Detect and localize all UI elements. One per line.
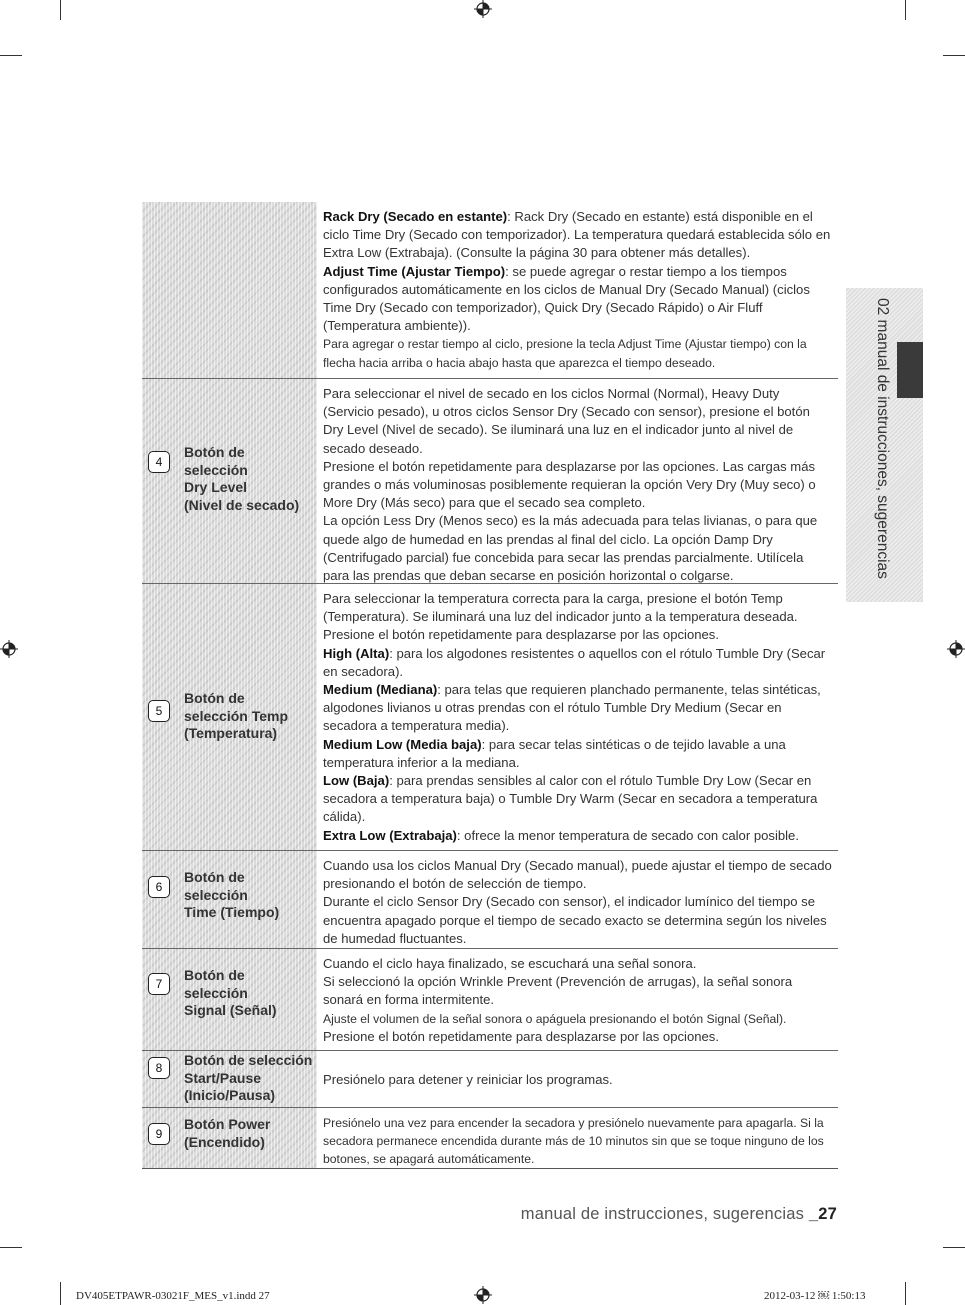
- control-label-line: Botón de selección: [184, 1052, 313, 1068]
- control-label-line: selección Temp: [184, 707, 289, 724]
- control-label-line: Botón de: [184, 444, 245, 460]
- table-row: [142, 202, 838, 378]
- description-paragraph: [323, 263, 832, 336]
- description-paragraph: [323, 458, 832, 513]
- description-cell: [317, 584, 838, 850]
- description-paragraph: [323, 1010, 832, 1028]
- description-paragraph: [323, 827, 832, 845]
- description-cell: [317, 1108, 838, 1168]
- description-text: Presione el botón repetidamente para desplazarse por las opciones.: [323, 1028, 719, 1044]
- control-label-line: (Temperatura): [184, 725, 278, 741]
- description-text: Para seleccionar el nivel de secado en los ciclos Normal (Normal), Heavy Duty (Servicio pesado), u otros ciclos Sensor Dry (Secado con sensor), presione el botón Dry Level (Nivel de secado). Se iluminará una luz en el indicador junto al nivel de secado deseado.: [323, 386, 810, 456]
- control-label-line: Start/Pause: [184, 1069, 262, 1086]
- registration-mark-icon: [474, 1286, 492, 1304]
- crop-mark: [0, 55, 22, 56]
- control-label-line: Botón Power: [184, 1116, 271, 1132]
- description-text: Presione el botón repetidamente para desplazarse por las opciones. Las cargas más grandes o más voluminosas posiblemente requieran la opción Very Dry (Muy seco) o More Dry (Más seco) para que el secado sea completo.: [323, 458, 816, 511]
- chapter-title: 02 manual de instrucciones, sugerencias: [874, 298, 891, 579]
- crop-mark: [905, 0, 906, 20]
- control-label-line: Botón de: [184, 967, 245, 983]
- option-name: Medium (Mediana): [323, 682, 438, 698]
- control-label-line: Signal (Señal): [184, 1002, 277, 1018]
- registration-mark-icon: [0, 640, 18, 658]
- description-paragraph: [323, 335, 832, 371]
- control-label-line: Botón de: [184, 869, 245, 885]
- control-name-cell: [142, 1108, 317, 1168]
- description-text: Cuando usa los ciclos Manual Dry (Secado manual), puede ajustar el tiempo de secado presionando el botón de selección de tiempo.: [323, 858, 832, 892]
- description-cell: [317, 379, 838, 583]
- crop-mark: [60, 0, 61, 20]
- description-text: Para seleccionar la temperatura correcta para la carga, presione el botón Temp (Temperatura). Se iluminará una luz del indicador junto a la temperatura deseada. Presione el botón repetidamente para desplazarse por las opciones.: [323, 591, 798, 643]
- table-row: [142, 1050, 838, 1107]
- registration-mark-icon: [947, 640, 965, 658]
- control-label-line: Dry Level: [184, 479, 248, 495]
- control-label-line: (Encendido): [184, 1133, 265, 1150]
- slug-file: DV405ETPAWR-03021F_MES_v1.indd 27: [76, 1290, 270, 1302]
- control-label-line: selección: [184, 461, 248, 478]
- description-text: Ajuste el volumen de la señal sonora o apáguela presionando el botón Signal (Señal).: [323, 1011, 787, 1026]
- description-text: : Rack Dry (Secado en estante) está disponible en el ciclo Time Dry (Secado con temporizador). La temperatura quedará establecida sólo en Extra Low (Extrabaja). (Consulte la página 30 para obtener más detalles).: [323, 209, 831, 261]
- description-paragraph: [323, 1114, 832, 1169]
- callout-number: 9: [148, 1123, 170, 1145]
- description-text: Para agregar o restar tiempo al ciclo, presione la tecla Adjust Time (Ajustar tiempo) con la flecha hacia arriba o hacia abajo hasta que aparezca el tiempo deseado.: [323, 337, 807, 370]
- crop-mark: [60, 1282, 61, 1305]
- table-row: [142, 378, 838, 583]
- description-text: Presiónelo una vez para encender la secadora y presiónelo nuevamente para apagarla. Si la secadora permanece encendida durante más de 10 minutos sin que se toque ninguno de los botones, se apagará automáticamente.: [323, 1116, 824, 1167]
- control-name-cell: [142, 584, 317, 850]
- chapter-marker: [897, 342, 923, 398]
- description-paragraph: [323, 893, 832, 948]
- description-text: Presiónelo para detener y reiniciar los programas.: [323, 1071, 613, 1087]
- control-label: [184, 444, 313, 514]
- control-label-line: Time (Tiempo): [184, 904, 280, 920]
- table-row: [142, 850, 838, 948]
- description-paragraph: [323, 385, 832, 458]
- description-text: : para prendas sensibles al calor con el rótulo Tumble Dry Low (Secar en secadora a temperatura baja) o Tumble Dry Warm (Secar en secadora a temperatura cálida).: [323, 773, 818, 825]
- description-text: Si seleccionó la opción Wrinkle Prevent (Prevención de arrugas), la señal sonora sonará en forma intermitente.: [323, 974, 793, 1008]
- control-name-cell: [142, 202, 317, 378]
- description-text: : para los algodones resistentes o aquellos con el rótulo Tumble Dry (Secar en secadora).: [323, 645, 826, 679]
- footer-text: manual de instrucciones, sugerencias: [520, 1205, 809, 1223]
- control-label: [184, 869, 313, 922]
- control-name-cell: [142, 1051, 317, 1107]
- description-paragraph: [323, 1028, 832, 1046]
- page-footer: [521, 1205, 837, 1224]
- description-paragraph: [323, 1071, 613, 1089]
- crop-mark: [943, 1247, 965, 1248]
- crop-mark: [905, 1282, 906, 1305]
- description-cell: [317, 202, 838, 378]
- slug-date: 2012-03-12 ￼ 1:50:13: [764, 1290, 866, 1302]
- control-label: [184, 1116, 313, 1151]
- crop-mark: [0, 1247, 22, 1248]
- callout-number: 5: [148, 700, 170, 722]
- option-name: Adjust Time (Ajustar Tiempo): [323, 263, 506, 279]
- description-paragraph: [323, 857, 832, 893]
- description-cell: [317, 851, 838, 948]
- description-paragraph: [323, 590, 832, 645]
- table-row: [142, 583, 838, 850]
- option-name: High (Alta): [323, 645, 390, 661]
- chapter-side-tab: [846, 288, 923, 602]
- description-text: : se puede agregar o restar tiempo a los tiempos configurados automáticamente en los ciclos de Manual Dry (Secado Manual) (ciclos Time Dry (Secado con temporizador), Quick Dry (Secado Rápido) o Air Fluff (Temperatura ambiente)).: [323, 263, 810, 334]
- crop-mark: [943, 55, 965, 56]
- callout-number: 6: [148, 876, 170, 898]
- description-paragraph: [323, 512, 832, 585]
- description-paragraph: [323, 208, 832, 263]
- option-name: Low (Baja): [323, 773, 390, 789]
- description-cell: [317, 949, 838, 1050]
- control-panel-table: [142, 202, 838, 1169]
- callout-number: 7: [148, 973, 170, 995]
- description-paragraph: [323, 772, 832, 827]
- option-name: Medium Low (Media baja): [323, 736, 482, 752]
- description-text: : ofrece la menor temperatura de secado con calor posible.: [456, 827, 799, 843]
- control-name-cell: [142, 379, 317, 583]
- description-text: Durante el ciclo Sensor Dry (Secado con sensor), el indicador lumínico del tiempo se encuentra apagado porque el tiempo de secado exacto se determina según los niveles de humedad fluctuantes.: [323, 894, 827, 946]
- control-label-line: selección: [184, 886, 248, 903]
- page-number: _27: [808, 1205, 837, 1223]
- callout-number: 8: [148, 1057, 170, 1079]
- control-label: [184, 690, 313, 743]
- option-name: Extra Low (Extrabaja): [323, 827, 457, 843]
- control-name-cell: [142, 851, 317, 948]
- description-paragraph: [323, 736, 832, 772]
- table-row: [142, 948, 838, 1050]
- control-label-line: (Nivel de secado): [184, 496, 300, 513]
- description-paragraph: [323, 955, 832, 973]
- description-text: La opción Less Dry (Menos seco) es la más adecuada para telas livianas, o para que quede algo de humedad en las prendas al final del ciclo. La opción Damp Dry (Centrifugado parcial) fue concebida para secar las prendas parcialmente. Utilícela para las prendas que deban secarse en posición horizontal o colgarse.: [323, 513, 818, 584]
- control-label: [184, 967, 313, 1020]
- callout-number: 4: [148, 451, 170, 473]
- registration-mark-icon: [474, 0, 492, 18]
- control-label-line: (Inicio/Pausa): [184, 1087, 276, 1103]
- description-text: : para secar telas sintéticas o de tejido lavable a una temperatura inferior a la mediana.: [323, 736, 786, 770]
- control-name-cell: [142, 949, 317, 1050]
- control-label-line: Botón de: [184, 690, 245, 706]
- description-cell: [317, 1051, 838, 1107]
- control-label-line: selección: [184, 984, 248, 1001]
- description-text: Cuando el ciclo haya finalizado, se escuchará una señal sonora.: [323, 956, 697, 971]
- description-text: : para telas que requieren planchado permanente, telas sintéticas, algodones livianos u otras prendas con el rótulo Tumble Dry Medium (Secar en secadora a temperatura media).: [323, 682, 821, 734]
- control-label: [184, 1052, 313, 1105]
- description-paragraph: [323, 973, 832, 1009]
- description-paragraph: [323, 681, 832, 736]
- option-name: Rack Dry (Secado en estante): [323, 209, 508, 224]
- description-paragraph: [323, 645, 832, 681]
- table-row: [142, 1107, 838, 1168]
